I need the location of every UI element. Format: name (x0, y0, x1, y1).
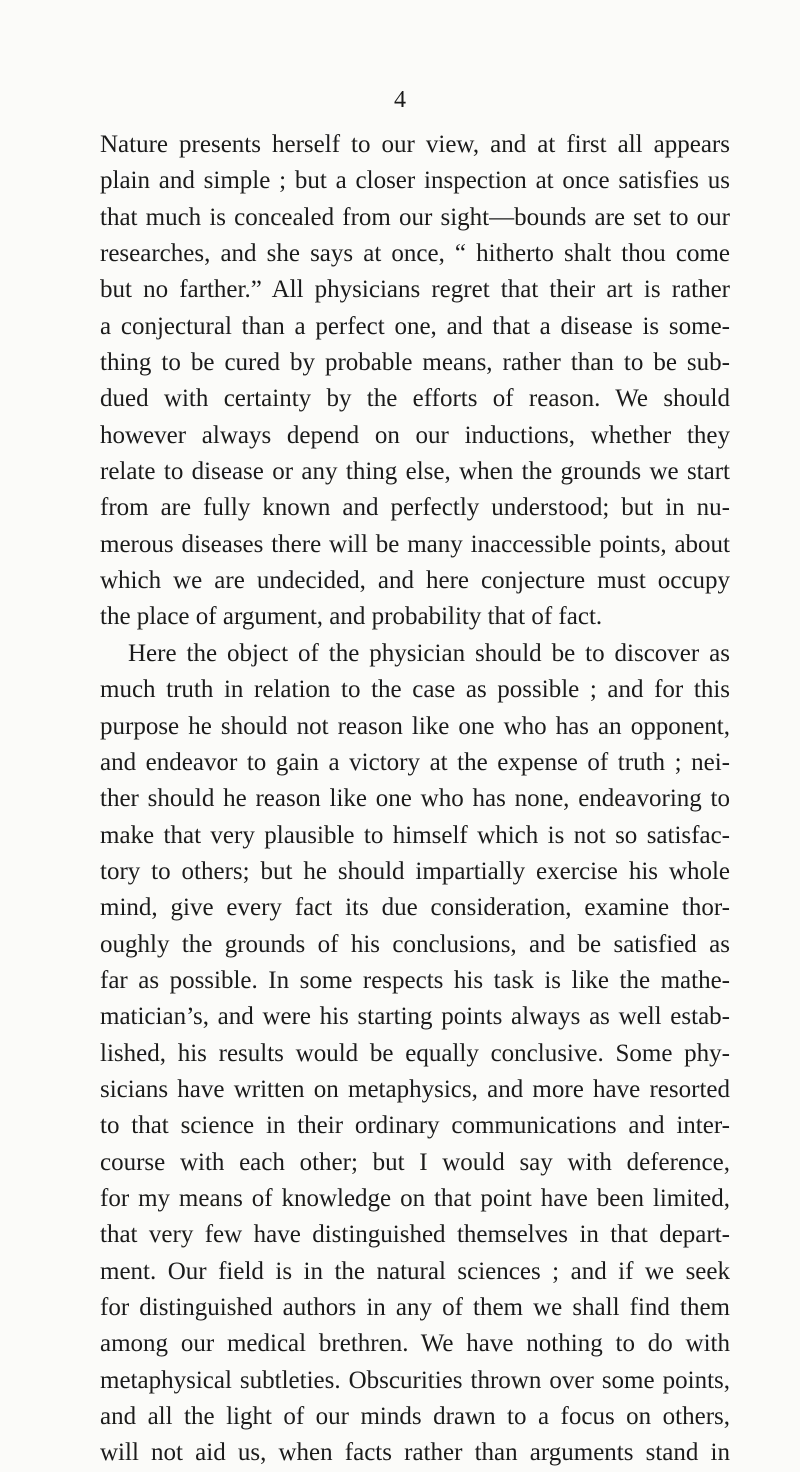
text-line: Nature presents herself to our view, and at first all appears (100, 131, 730, 158)
text-line: among our medical brethren. We have nothing to do with (100, 1330, 730, 1358)
text-line: ment. Our field is in the natural sciences ; and if we seek (100, 1257, 730, 1285)
text-line: lished, his results would be equally conclusive. Some phy- (100, 1039, 730, 1067)
text-line: far as possible. In some respects his task is like the mathe- (100, 966, 730, 994)
text-line: dued with certainty by the efforts of reason. We should (100, 385, 730, 413)
text-line: thing to be cured by probable means, rather than to be sub- (100, 349, 730, 377)
text-line: tory to others; but he should impartially exercise his whole (100, 857, 730, 885)
text-line: ther should he reason like one who has none, endeavoring to (100, 785, 730, 813)
body-text (100, 127, 730, 1472)
text-line: the place of argument, and probability that of fact. (100, 603, 603, 631)
text-line: relate to disease or any thing else, when the grounds we start (100, 458, 730, 486)
text-line: metaphysical subtleties. Obscurities thrown over some points, (100, 1366, 730, 1394)
text-line: make that very plausible to himself which is not so satisfac- (100, 821, 730, 849)
text-line: mind, give every fact its due consideration, examine thor- (100, 894, 730, 922)
text-line: a conjectural than a perfect one, and that a disease is some- (100, 312, 730, 340)
text-line: Here the object of the physician should be to discover as (128, 639, 730, 667)
text-line: however always depend on our inductions, whether they (100, 421, 730, 449)
text-line: and all the light of our minds drawn to a focus on others, (100, 1403, 730, 1431)
text-line: plain and simple ; but a closer inspection at once satisfies us (100, 167, 730, 195)
text-line: but no farther.” All physicians regret that their art is rather (100, 276, 730, 304)
text-line: and endeavor to gain a victory at the expense of truth ; nei- (100, 748, 730, 776)
text-line: oughly the grounds of his conclusions, and be satisfied as (100, 930, 730, 958)
text-line: for distinguished authors in any of them we shall find them (100, 1294, 730, 1321)
text-line: that very few have distinguished themselves in that depart- (100, 1221, 730, 1249)
text-line: from are fully known and perfectly understood; but in nu- (100, 494, 730, 522)
text-line: course with each other; but I would say with deference, (100, 1148, 730, 1176)
page-number: 4 (394, 87, 406, 113)
text-line: for my means of knowledge on that point have been limited, (100, 1184, 730, 1212)
text-line: researches, and she says at once, “ hitherto shalt thou come (100, 240, 730, 268)
text-line: purpose he should not reason like one who has an opponent, (100, 712, 730, 740)
text-line: much truth in relation to the case as possible ; and for this (100, 676, 730, 704)
text-line: to that science in their ordinary communications and inter- (100, 1112, 730, 1140)
text-line: sicians have written on metaphysics, and more have resorted (100, 1075, 730, 1103)
text-line: matician’s, and were his starting points always as well estab- (100, 1003, 730, 1031)
text-line: will not aid us, when facts rather than arguments stand in (100, 1439, 730, 1467)
text-line: that much is concealed from our sight—bounds are set to our (100, 203, 730, 231)
text-line: which we are undecided, and here conjecture must occupy (100, 567, 730, 595)
text-line: merous diseases there will be many inaccessible points, about (100, 530, 730, 558)
